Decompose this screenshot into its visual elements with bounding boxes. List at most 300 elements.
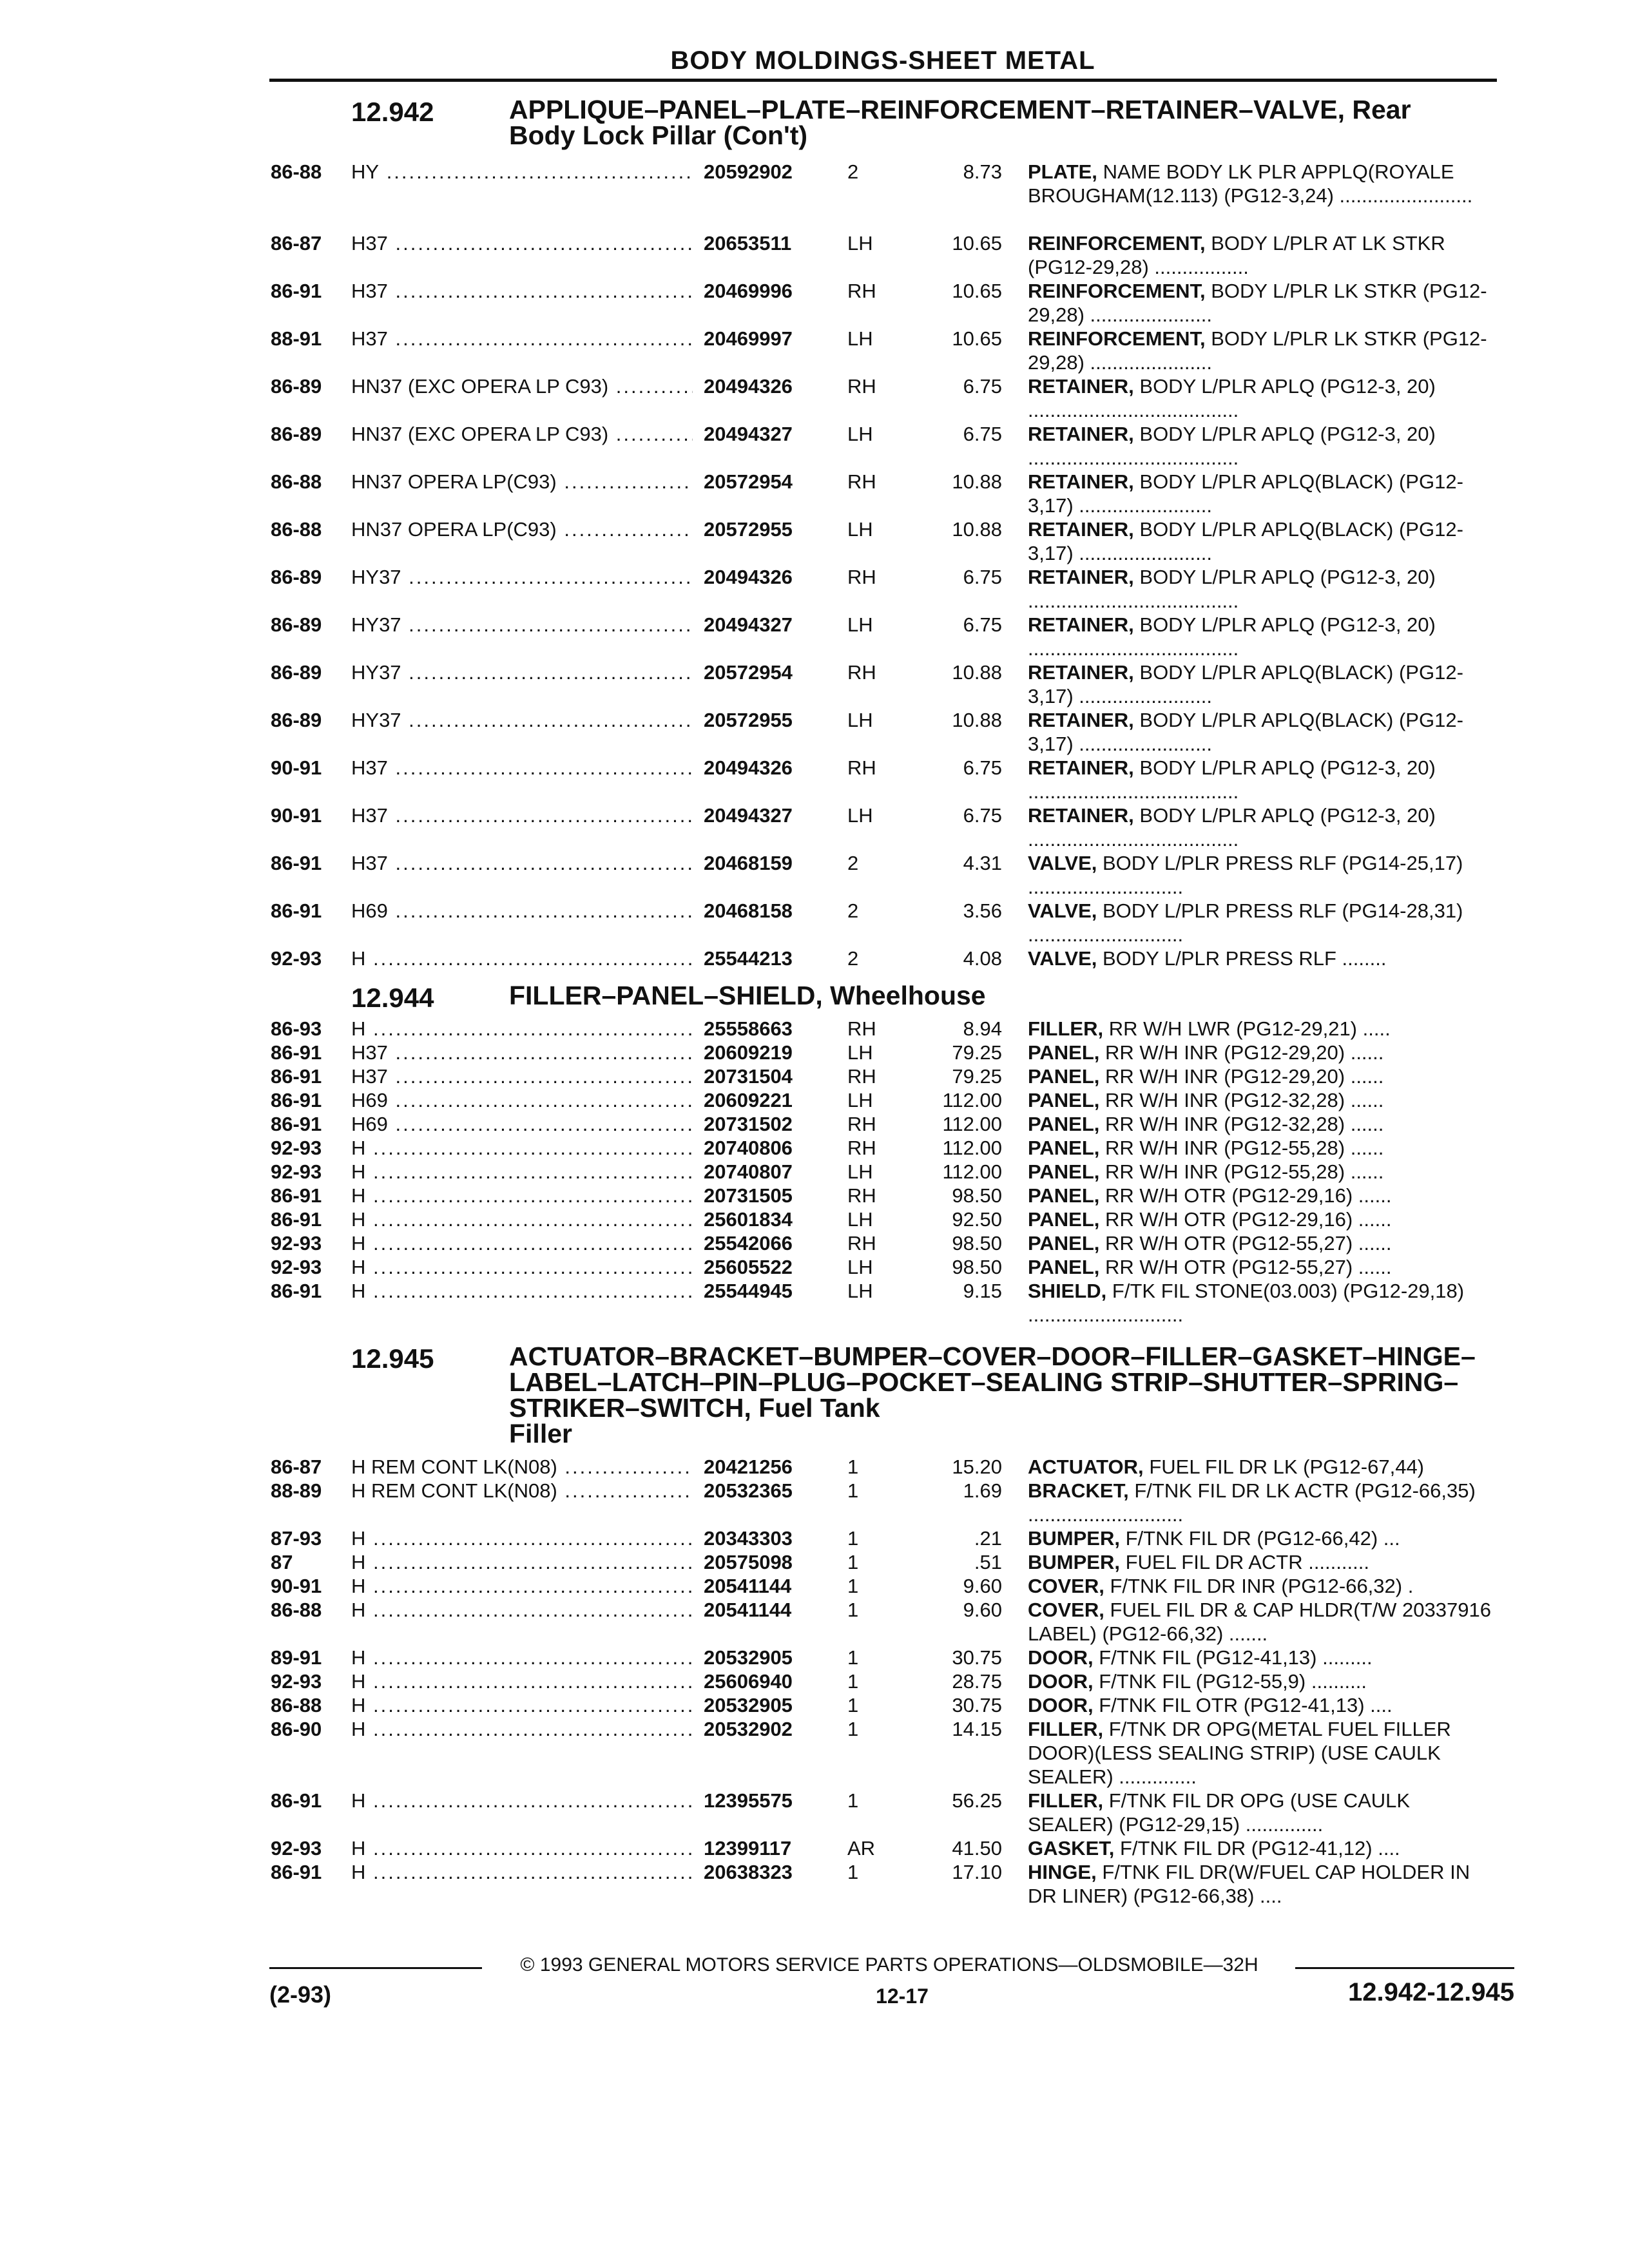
model-code: HY37 ..... (351, 613, 693, 637)
quantity: LH (847, 518, 873, 541)
price: .51 (974, 1551, 1002, 1573)
description-name: SHIELD, (1028, 1280, 1107, 1302)
model-code: H ..... (351, 1231, 693, 1255)
description-text: BODY L/PLR APLQ (PG12-3, 20) ...................................... (1028, 423, 1436, 469)
price: 8.73 (963, 160, 1002, 183)
part-number: 20609219 (704, 1041, 839, 1064)
description (1028, 1160, 1498, 1184)
price: 112.00 (942, 1089, 1002, 1111)
description-name: GASKET, (1028, 1837, 1115, 1860)
section-number: 12.944 (351, 983, 434, 1013)
price: 6.75 (963, 756, 1002, 779)
description-text: F/TNK FIL DR LK ACTR (PG12-66,35) ............................ (1028, 1479, 1476, 1526)
part-number: 20572954 (704, 660, 839, 684)
description (1028, 279, 1498, 327)
model-code: HN37 OPERA LP(C93) ..... (351, 470, 693, 494)
price: 112.00 (942, 1160, 1002, 1183)
price: 98.50 (952, 1184, 1002, 1207)
model-code: H37 ..... (351, 327, 693, 351)
quantity: 1 (847, 1670, 859, 1693)
part-number: 25544945 (704, 1279, 839, 1303)
table-row (0, 1574, 1629, 1598)
description-text: BODY L/PLR APLQ (PG12-3, 20) ...................................... (1028, 566, 1436, 612)
part-number: 25606940 (704, 1669, 839, 1693)
description (1028, 231, 1498, 279)
quantity: LH (847, 232, 873, 255)
description-name: DOOR, (1028, 1694, 1094, 1716)
description-text: RR W/H INR (PG12-29,20) ...... (1105, 1041, 1384, 1064)
quantity: RH (847, 566, 876, 588)
price: 15.20 (952, 1456, 1002, 1478)
price: 10.88 (952, 518, 1002, 541)
part-number: 20731505 (704, 1184, 839, 1207)
description-name: ACTUATOR, (1028, 1456, 1144, 1478)
model-years: 89-91 (271, 1646, 322, 1669)
price: 112.00 (942, 1137, 1002, 1159)
description-text: BODY L/PLR APLQ (PG12-3, 20) ...................................... (1028, 375, 1436, 421)
description-text: F/TNK FIL OTR (PG12-41,13) .... (1099, 1694, 1393, 1716)
model-code: H37 ..... (351, 756, 693, 780)
description-text: F/TNK FIL DR OPG (USE CAULK SEALER) (PG12-29,15) .............. (1028, 1789, 1411, 1836)
table-row (0, 803, 1629, 851)
description-text: BODY L/PLR APLQ (PG12-3, 20) ...................................... (1028, 804, 1436, 850)
description (1028, 1836, 1498, 1860)
price: 10.88 (952, 661, 1002, 684)
description (1028, 1717, 1498, 1789)
part-number: 25605522 (704, 1255, 839, 1279)
description-name: BUMPER, (1028, 1527, 1120, 1550)
price: 10.88 (952, 709, 1002, 731)
description (1028, 1526, 1498, 1550)
description (1028, 1017, 1498, 1041)
model-years: 86-91 (271, 852, 322, 874)
table-row (0, 1836, 1629, 1860)
description-name: RETAINER, (1028, 566, 1134, 588)
description-text: RR W/H OTR (PG12-55,27) ...... (1105, 1232, 1392, 1254)
model-years: 88-89 (271, 1479, 322, 1502)
model-code: H REM CONT LK(N08) ..... (351, 1479, 693, 1503)
part-number: 25558663 (704, 1017, 839, 1041)
quantity: AR (847, 1837, 876, 1860)
description (1028, 1455, 1498, 1479)
model-years: 86-88 (271, 470, 322, 493)
part-number: 25601834 (704, 1207, 839, 1231)
part-number: 20421256 (704, 1455, 839, 1479)
model-code: H REM CONT LK(N08) ..... (351, 1455, 693, 1479)
table-row (0, 851, 1629, 899)
description-name: RETAINER, (1028, 756, 1134, 779)
price: 56.25 (952, 1789, 1002, 1812)
part-number: 25544213 (704, 947, 839, 970)
model-years: 87-93 (271, 1527, 322, 1550)
quantity: LH (847, 1041, 873, 1064)
table-row (0, 1693, 1629, 1717)
quantity: 1 (847, 1479, 859, 1502)
section-rows-12944 (0, 1017, 1629, 1327)
model-years: 86-91 (271, 1208, 322, 1231)
section-subtitle: Body Lock Pillar (Con't) (509, 120, 808, 150)
part-number: 20494327 (704, 422, 839, 446)
part-number: 12395575 (704, 1789, 839, 1812)
model-code: H ..... (351, 1669, 693, 1693)
model-code: H37 ..... (351, 1041, 693, 1064)
quantity: LH (847, 1208, 873, 1231)
part-number: 20494327 (704, 803, 839, 827)
description (1028, 851, 1498, 899)
quantity: 1 (847, 1575, 859, 1597)
description (1028, 327, 1498, 374)
description (1028, 1574, 1498, 1598)
footer-rule-left (269, 1967, 482, 1969)
description (1028, 1112, 1498, 1136)
model-code: H37 ..... (351, 851, 693, 875)
model-years: 86-91 (271, 1041, 322, 1064)
description-name: DOOR, (1028, 1670, 1094, 1693)
footer-date: (2-93) (269, 1981, 332, 2008)
description-text: BODY L/PLR AT LK STKR (PG12-29,28) ................. (1028, 232, 1445, 278)
part-number: 20638323 (704, 1860, 839, 1884)
table-row (0, 279, 1629, 327)
model-code: H ..... (351, 1017, 693, 1041)
table-row (0, 470, 1629, 517)
model-code: H ..... (351, 947, 693, 970)
model-code: H ..... (351, 1574, 693, 1598)
description (1028, 708, 1498, 756)
model-years: 86-91 (271, 1789, 322, 1812)
quantity: 1 (847, 1551, 859, 1573)
table-row (0, 1455, 1629, 1479)
description (1028, 565, 1498, 613)
quantity: RH (847, 1017, 876, 1040)
part-number: 20469996 (704, 279, 839, 303)
description-name: RETAINER, (1028, 661, 1134, 684)
part-number: 20494327 (704, 613, 839, 637)
model-code: H37 ..... (351, 279, 693, 303)
table-row (0, 1550, 1629, 1574)
quantity: 1 (847, 1599, 859, 1621)
price: 8.94 (963, 1017, 1002, 1040)
description-name: PLATE, (1028, 160, 1097, 183)
description-text: RR W/H INR (PG12-29,20) ...... (1105, 1065, 1384, 1088)
price: 6.75 (963, 804, 1002, 827)
description-name: PANEL, (1028, 1160, 1100, 1183)
table-row (0, 1088, 1629, 1112)
quantity: 1 (847, 1456, 859, 1478)
table-row (0, 422, 1629, 470)
description-name: HINGE, (1028, 1861, 1097, 1883)
model-years: 86-89 (271, 375, 322, 398)
part-number: 20572955 (704, 517, 839, 541)
part-number: 20468159 (704, 851, 839, 875)
part-number: 20572954 (704, 470, 839, 494)
table-row (0, 899, 1629, 947)
section-title: APPLIQUE–PANEL–PLATE–REINFORCEMENT–RETAINER–VALVE, Rear Body Lock Pillar (Con't) (509, 97, 1514, 148)
price: 14.15 (952, 1718, 1002, 1740)
model-years: 92-93 (271, 1256, 322, 1278)
quantity: RH (847, 470, 876, 493)
model-code: HY37 ..... (351, 565, 693, 589)
section-title: ACTUATOR–BRACKET–BUMPER–COVER–DOOR–FILLER–GASKET–HINGE–LABEL–LATCH–PIN–PLUG–POCKET–SEALING STRIP–SHUTTER–SPRING–STRIKER–SWITCH, Fuel Tank Filler (509, 1343, 1514, 1446)
part-number: 20532905 (704, 1646, 839, 1669)
description-text: NAME BODY LK PLR APPLQ(ROYALE BROUGHAM(12.113) (PG12-3,24) ........................ (1028, 160, 1473, 207)
price: 6.75 (963, 566, 1002, 588)
model-code: H ..... (351, 1160, 693, 1184)
description-name: RETAINER, (1028, 470, 1134, 493)
quantity: LH (847, 1256, 873, 1278)
price: 4.08 (963, 947, 1002, 970)
quantity: LH (847, 1280, 873, 1302)
table-row (0, 613, 1629, 660)
price: 92.50 (952, 1208, 1002, 1231)
model-code: H ..... (351, 1255, 693, 1279)
table-row (0, 1017, 1629, 1041)
model-years: 86-91 (271, 1280, 322, 1302)
table-row (0, 517, 1629, 565)
description-text: F/TNK FIL DR (PG12-41,12) .... (1119, 1837, 1400, 1860)
table-row (0, 231, 1629, 279)
description-name: REINFORCEMENT, (1028, 327, 1206, 350)
table-row (0, 1717, 1629, 1789)
table-row (0, 1789, 1629, 1836)
description-text: FUEL FIL DR ACTR ........... (1125, 1551, 1369, 1573)
description-text: BODY L/PLR PRESS RLF ........ (1103, 947, 1387, 970)
part-number: 20740806 (704, 1136, 839, 1160)
table-row (0, 1598, 1629, 1646)
table-row (0, 1279, 1629, 1327)
description-text: BODY L/PLR PRESS RLF (PG14-25,17) ............................ (1028, 852, 1463, 898)
part-number: 20532902 (704, 1717, 839, 1741)
quantity: 1 (847, 1527, 859, 1550)
model-code: H ..... (351, 1598, 693, 1622)
description-text: RR W/H INR (PG12-32,28) ...... (1105, 1113, 1384, 1135)
description-name: RETAINER, (1028, 804, 1134, 827)
model-years: 87 (271, 1551, 293, 1573)
description-name: REINFORCEMENT, (1028, 232, 1206, 255)
description (1028, 1669, 1498, 1693)
description-name: RETAINER, (1028, 709, 1134, 731)
table-row (0, 660, 1629, 708)
description-text: F/TK FIL STONE(03.003) (PG12-29,18) ............................ (1028, 1280, 1465, 1326)
description-name: PANEL, (1028, 1184, 1100, 1207)
table-row (0, 756, 1629, 803)
description-name: PANEL, (1028, 1256, 1100, 1278)
model-code: HY ..... (351, 160, 693, 184)
part-number: 20532365 (704, 1479, 839, 1503)
quantity: LH (847, 709, 873, 731)
part-number: 20343303 (704, 1526, 839, 1550)
table-row (0, 1136, 1629, 1160)
description-name: PANEL, (1028, 1232, 1100, 1254)
description-name: PANEL, (1028, 1137, 1100, 1159)
description (1028, 756, 1498, 803)
model-years: 90-91 (271, 804, 322, 827)
description-text: RR W/H INR (PG12-32,28) ...... (1105, 1089, 1384, 1111)
model-code: H69 ..... (351, 899, 693, 923)
model-years: 86-89 (271, 423, 322, 445)
description-text: BODY L/PLR APLQ (PG12-3, 20) ...................................... (1028, 756, 1436, 803)
quantity: RH (847, 756, 876, 779)
price: 10.65 (952, 280, 1002, 302)
header-rule (269, 79, 1497, 82)
price: 10.65 (952, 327, 1002, 350)
model-code: H ..... (351, 1789, 693, 1812)
model-years: 86-88 (271, 518, 322, 541)
model-code: H ..... (351, 1860, 693, 1884)
price: 9.60 (963, 1599, 1002, 1621)
description-text: BODY L/PLR APLQ(BLACK) (PG12-3,17) ........................ (1028, 661, 1463, 707)
description-text: BODY L/PLR PRESS RLF (PG14-28,31) ............................ (1028, 899, 1463, 946)
model-code: H ..... (351, 1646, 693, 1669)
table-row (0, 947, 1629, 970)
section-rows-12942 (0, 160, 1629, 970)
part-number: 20731502 (704, 1112, 839, 1136)
description (1028, 613, 1498, 660)
price: 10.65 (952, 232, 1002, 255)
description (1028, 1255, 1498, 1279)
description-text: FUEL FIL DR & CAP HLDR(T/W 20337916 LABEL) (PG12-66,32) ....... (1028, 1599, 1491, 1645)
quantity: RH (847, 1184, 876, 1207)
model-years: 86-91 (271, 899, 322, 922)
model-code: H ..... (351, 1207, 693, 1231)
table-row (0, 1160, 1629, 1184)
quantity: 2 (847, 899, 859, 922)
description (1028, 803, 1498, 851)
description-text: RR W/H OTR (PG12-55,27) ...... (1105, 1256, 1392, 1278)
description (1028, 517, 1498, 565)
description-text: RR W/H LWR (PG12-29,21) ..... (1108, 1017, 1391, 1040)
part-number: 20609221 (704, 1088, 839, 1112)
description-text: F/TNK FIL DR(W/FUEL CAP HOLDER IN DR LINER) (PG12-66,38) .... (1028, 1861, 1470, 1907)
model-years: 90-91 (271, 756, 322, 779)
model-code: H ..... (351, 1717, 693, 1741)
section-number: 12.945 (351, 1343, 434, 1374)
description (1028, 1207, 1498, 1231)
model-code: H69 ..... (351, 1112, 693, 1136)
price: 79.25 (952, 1041, 1002, 1064)
description-name: FILLER, (1028, 1718, 1104, 1740)
model-years: 86-91 (271, 1089, 322, 1111)
model-years: 88-91 (271, 327, 322, 350)
footer-page-number: 12-17 (876, 1984, 929, 2008)
description-name: VALVE, (1028, 947, 1097, 970)
quantity: LH (847, 1089, 873, 1111)
model-years: 86-89 (271, 566, 322, 588)
table-row (0, 1041, 1629, 1064)
price: 4.31 (963, 852, 1002, 874)
description-text: BODY L/PLR LK STKR (PG12-29,28) ...................... (1028, 327, 1487, 374)
description (1028, 1860, 1498, 1908)
part-number: 20592902 (704, 160, 839, 184)
model-code: H37 ..... (351, 1064, 693, 1088)
quantity: RH (847, 1113, 876, 1135)
model-code: H ..... (351, 1836, 693, 1860)
part-number: 20541144 (704, 1574, 839, 1598)
quantity: RH (847, 1065, 876, 1088)
description-text: BODY L/PLR LK STKR (PG12-29,28) ...................... (1028, 280, 1487, 326)
footer-copyright: © 1993 GENERAL MOTORS SERVICE PARTS OPERATIONS—OLDSMOBILE—32H (520, 1954, 1258, 1975)
part-number: 20572955 (704, 708, 839, 732)
price: 79.25 (952, 1065, 1002, 1088)
description (1028, 1598, 1498, 1646)
model-code: H ..... (351, 1526, 693, 1550)
price: 30.75 (952, 1694, 1002, 1716)
quantity: 1 (847, 1718, 859, 1740)
description (1028, 1789, 1498, 1836)
model-code: H ..... (351, 1693, 693, 1717)
model-years: 86-87 (271, 232, 322, 255)
description-name: VALVE, (1028, 899, 1097, 922)
description-text: BODY L/PLR APLQ(BLACK) (PG12-3,17) ........................ (1028, 470, 1463, 517)
description (1028, 1184, 1498, 1207)
part-number: 20468158 (704, 899, 839, 923)
model-code: HN37 (EXC OPERA LP C93) ..... (351, 374, 693, 398)
description (1028, 1136, 1498, 1160)
description (1028, 160, 1498, 207)
description (1028, 1693, 1498, 1717)
description-name: RETAINER, (1028, 375, 1134, 398)
part-number: 20494326 (704, 565, 839, 589)
description-text: BODY L/PLR APLQ (PG12-3, 20) ...................................... (1028, 613, 1436, 660)
price: 30.75 (952, 1646, 1002, 1669)
model-years: 86-89 (271, 709, 322, 731)
footer-rule-right (1295, 1967, 1514, 1969)
price: 9.60 (963, 1575, 1002, 1597)
model-years: 86-88 (271, 1694, 322, 1716)
table-row (0, 1184, 1629, 1207)
description-name: BUMPER, (1028, 1551, 1120, 1573)
quantity: 2 (847, 947, 859, 970)
table-row (0, 1231, 1629, 1255)
table-row (0, 1112, 1629, 1136)
description (1028, 660, 1498, 708)
table-row (0, 565, 1629, 613)
description (1028, 470, 1498, 517)
description-name: REINFORCEMENT, (1028, 280, 1206, 302)
description-name: PANEL, (1028, 1041, 1100, 1064)
part-number: 20532905 (704, 1693, 839, 1717)
description (1028, 1550, 1498, 1574)
description-text: BODY L/PLR APLQ(BLACK) (PG12-3,17) ........................ (1028, 518, 1463, 564)
table-row (0, 160, 1629, 231)
price: 41.50 (952, 1837, 1002, 1860)
model-years: 86-91 (271, 1184, 322, 1207)
description (1028, 1279, 1498, 1327)
price: 6.75 (963, 423, 1002, 445)
description-name: PANEL, (1028, 1208, 1100, 1231)
model-years: 86-90 (271, 1718, 322, 1740)
model-years: 86-88 (271, 160, 322, 183)
price: .21 (974, 1527, 1002, 1550)
model-code: H ..... (351, 1550, 693, 1574)
section-rows-12945 (0, 1455, 1629, 1908)
page-header-title: BODY MOLDINGS-SHEET METAL (670, 46, 1095, 75)
description-text: RR W/H OTR (PG12-29,16) ...... (1105, 1184, 1392, 1207)
price: 3.56 (963, 899, 1002, 922)
table-row (0, 374, 1629, 422)
description (1028, 374, 1498, 422)
quantity: LH (847, 423, 873, 445)
part-number: 20541144 (704, 1598, 839, 1622)
description-name: BRACKET, (1028, 1479, 1129, 1502)
part-number: 25542066 (704, 1231, 839, 1255)
description-name: PANEL, (1028, 1089, 1100, 1111)
quantity: 1 (847, 1789, 859, 1812)
description-text: RR W/H INR (PG12-55,28) ...... (1105, 1160, 1384, 1183)
description-text: F/TNK FIL (PG12-55,9) .......... (1099, 1670, 1367, 1693)
description (1028, 1231, 1498, 1255)
quantity: LH (847, 804, 873, 827)
model-years: 92-93 (271, 1670, 322, 1693)
